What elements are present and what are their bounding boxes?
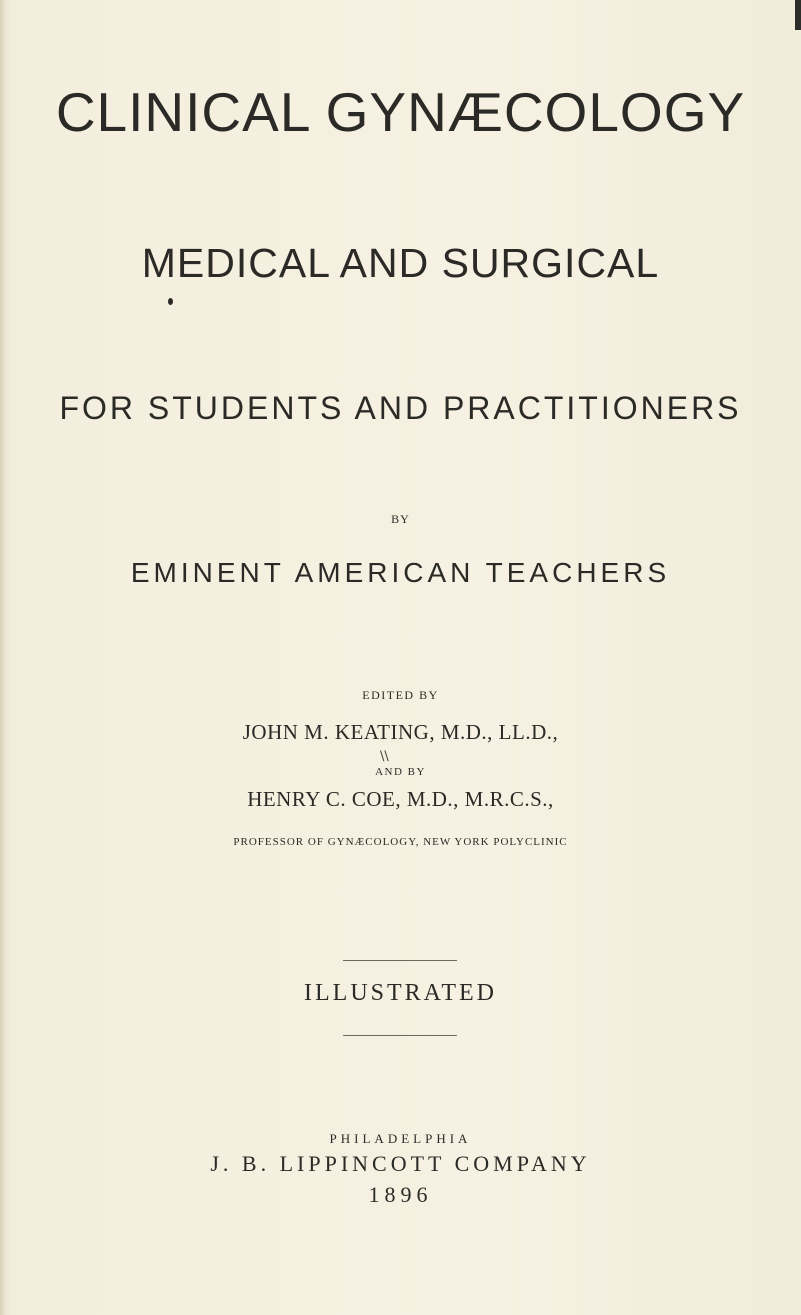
editor-2-affiliation: PROFESSOR OF GYNÆCOLOGY, NEW YORK POLYCLINIC [233, 836, 568, 848]
book-title: CLINICAL GYNÆCOLOGY [55, 81, 746, 143]
edited-by-label: EDITED BY [362, 688, 439, 702]
publication-place: PHILADELPHIA [329, 1131, 472, 1146]
and-by-label: AND BY [375, 766, 426, 778]
scan-corner-mark [795, 0, 801, 30]
editor-2-name: HENRY C. COE, M.D., M.R.C.S., [247, 787, 554, 811]
divider-top [343, 960, 457, 961]
page-edge-shadow [0, 0, 6, 1315]
subtitle-line-2: FOR STUDENTS AND PRACTITIONERS [59, 390, 742, 426]
subtitle-line-1: MEDICAL AND SURGICAL [141, 240, 660, 286]
authors-group: EMINENT AMERICAN TEACHERS [130, 557, 671, 588]
publication-year: 1896 [368, 1182, 433, 1207]
divider-bottom [343, 1035, 457, 1036]
publisher-name: J. B. LIPPINCOTT COMPANY [210, 1151, 591, 1176]
stray-mark: \\ [380, 749, 389, 764]
editor-1-name: JOHN M. KEATING, M.D., LL.D., [242, 720, 559, 744]
bullet-dot [168, 298, 173, 305]
illustrated-label: ILLUSTRATED [304, 980, 497, 1006]
by-label: BY [391, 512, 410, 526]
